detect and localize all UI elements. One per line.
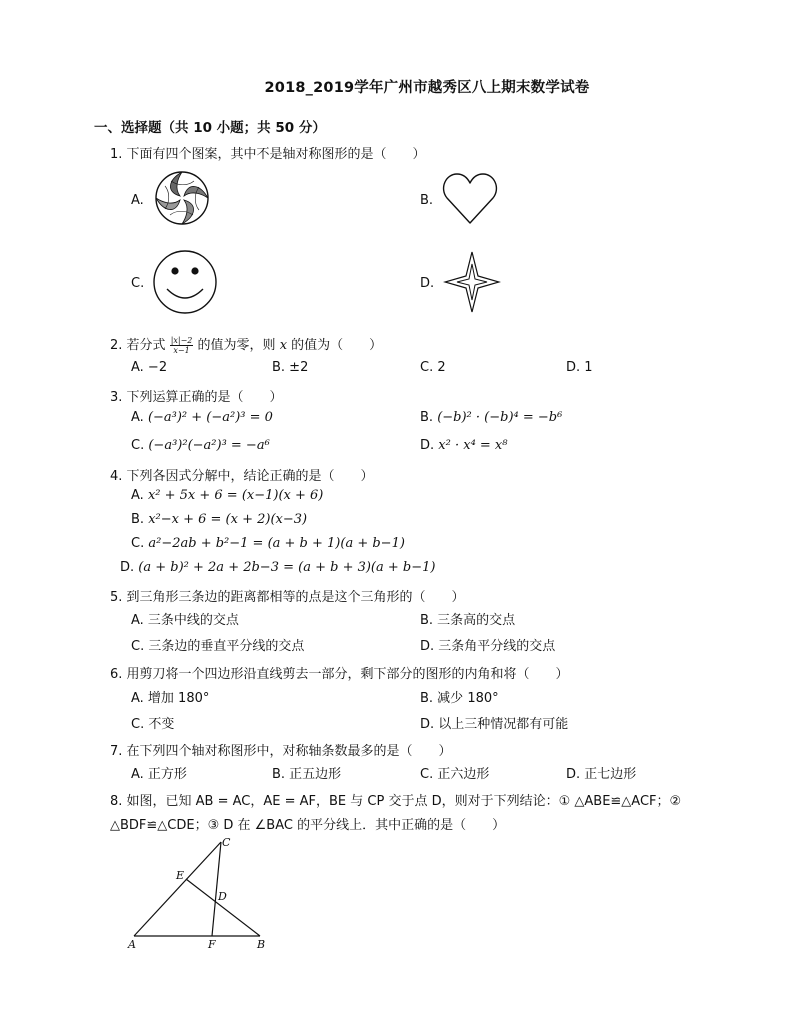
q4-option-b-expr: x²−x + 6 = (x + 2)(x−3) — [148, 512, 308, 527]
q1-option-d-label: D. — [420, 276, 435, 291]
q3-option-d-label: D. — [420, 438, 435, 453]
q5-option-a: A. 三条中线的交点 — [131, 613, 239, 628]
q4-option-a — [131, 488, 323, 503]
question-1-stem: 1. 下面有四个图案，其中不是轴对称图形的是（ ） — [110, 147, 426, 162]
question-5-stem: 5. 到三角形三条边的距离都相等的点是这个三角形的（ ） — [110, 590, 465, 605]
q3-option-c-expr: (−a³)²(−a²)³ = −a⁶ — [148, 438, 270, 453]
question-4-stem: 4. 下列各因式分解中，结论正确的是（ ） — [110, 469, 374, 484]
segment-be — [186, 879, 260, 936]
q2-prefix: 2. 若分式 — [110, 338, 166, 353]
q1-option-a-label: A. — [131, 193, 144, 208]
q3-option-c-label: C. — [131, 438, 145, 453]
q4-option-b — [131, 512, 307, 527]
q7-option-b: B. 正五边形 — [272, 767, 342, 782]
q4-option-d-expr: (a + b)² + 2a + 2b−3 = (a + b + 3)(a + b−1) — [138, 560, 436, 575]
question-6-stem: 6. 用剪刀将一个四边形沿直线剪去一部分，剩下部分的图形的内角和将（ ） — [110, 667, 569, 682]
q2-mid: 的值为零，则 — [197, 338, 276, 353]
question-2-stem — [110, 334, 382, 355]
q2-option-c: C. 2 — [420, 360, 446, 375]
q5-option-b: B. 三条高的交点 — [420, 613, 516, 628]
label-a: A — [128, 938, 136, 951]
q6-option-c: C. 不变 — [131, 717, 175, 732]
q2-option-d: D. 1 — [566, 360, 593, 375]
question-3-stem: 3. 下列运算正确的是（ ） — [110, 390, 283, 405]
q2-fraction-numerator: |x|−2 — [170, 336, 193, 345]
q3-option-b-expr: (−b)² · (−b)⁴ = −b⁶ — [437, 410, 563, 425]
q2-fraction-denominator: x−1 — [173, 346, 190, 355]
q2-option-b: B. ±2 — [272, 360, 309, 375]
q3-option-b-label: B. — [420, 410, 434, 425]
question-7-stem: 7. 在下列四个轴对称图形中，对称轴条数最多的是（ ） — [110, 744, 452, 759]
q5-option-c: C. 三条边的垂直平分线的交点 — [131, 639, 305, 654]
smiley-face-figure — [152, 249, 218, 315]
q2-fraction — [170, 336, 194, 355]
q6-option-a: A. 增加 180° — [131, 691, 210, 706]
q4-option-c — [131, 536, 405, 551]
label-e: E — [176, 869, 185, 882]
q3-option-d-expr: x² · x⁴ = x⁸ — [438, 438, 508, 453]
q7-option-a: A. 正方形 — [131, 767, 187, 782]
q7-option-d: D. 正七边形 — [566, 767, 637, 782]
section-heading: 一、选择题（共 10 小题；共 50 分） — [94, 120, 326, 136]
q5-option-d: D. 三条角平分线的交点 — [420, 639, 556, 654]
segment-cf — [212, 842, 221, 936]
q4-option-a-expr: x² + 5x + 6 = (x−1)(x + 6) — [147, 488, 324, 503]
q3-option-a-label: A. — [131, 410, 144, 425]
q1-option-c-label: C. — [131, 276, 145, 291]
four-point-star-figure — [443, 250, 501, 314]
q4-option-d-label: D. — [120, 560, 135, 575]
triangle-geometry-figure — [120, 834, 280, 954]
q4-option-b-label: B. — [131, 512, 145, 527]
segment-ac — [134, 842, 221, 936]
q1-option-b-label: B. — [420, 193, 434, 208]
label-d: D — [218, 890, 227, 903]
q3-option-d — [420, 438, 507, 453]
q2-option-a: A. −2 — [131, 360, 168, 375]
question-8-line-2: △BDF≌△CDE；③ D 在 ∠BAC 的平分线上．其中正确的是（ ） — [110, 818, 506, 833]
heart-figure — [442, 171, 498, 225]
q2-suffix: 的值为（ ） — [291, 338, 383, 353]
q3-option-b — [420, 410, 562, 425]
label-c: C — [222, 836, 231, 849]
q3-option-a — [131, 410, 273, 425]
q7-option-c: C. 正六边形 — [420, 767, 490, 782]
label-b: B — [257, 938, 266, 951]
q3-option-c — [131, 438, 270, 453]
q6-option-b: B. 减少 180° — [420, 691, 499, 706]
label-f: F — [208, 938, 216, 951]
question-8-line-1: 8. 如图，已知 AB = AC，AE = AF，BE 与 CP 交于点 D，则对于下列结论：① △ABE≌△ACF；② — [110, 794, 682, 809]
q3-option-a-expr: (−a³)² + (−a²)³ = 0 — [147, 410, 273, 425]
swirl-pattern-figure — [154, 170, 210, 226]
q4-option-d — [120, 560, 435, 575]
page-title: 2018_2019学年广州市越秀区八上期末数学试卷 — [264, 80, 590, 96]
q4-option-c-label: C. — [131, 536, 145, 551]
q6-option-d: D. 以上三种情况都有可能 — [420, 717, 569, 732]
q4-option-c-expr: a²−2ab + b²−1 = (a + b + 1)(a + b−1) — [148, 536, 405, 551]
q2-var: x — [279, 338, 288, 353]
q4-option-a-label: A. — [131, 488, 144, 503]
